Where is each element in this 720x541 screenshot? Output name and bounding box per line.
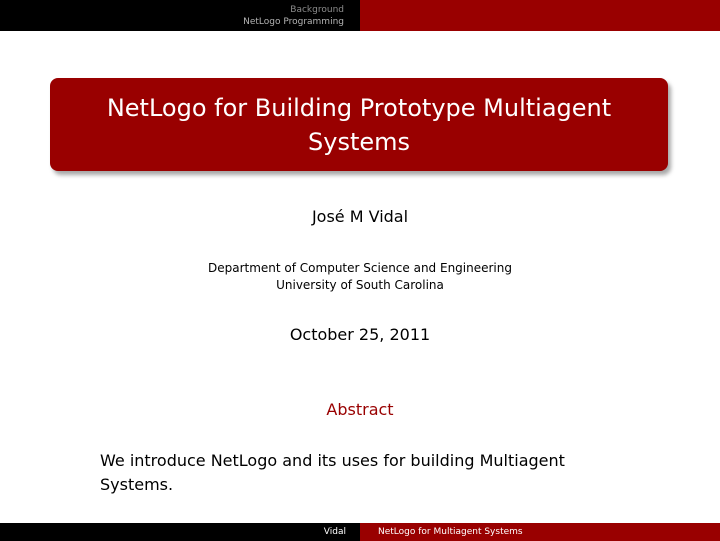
title-block (50, 78, 668, 171)
presentation-date: October 25, 2011 (289, 325, 431, 344)
abstract-body: We introduce NetLogo and its uses for building Multiagent Systems. (100, 451, 565, 494)
section-navigation (0, 0, 360, 31)
footer-author: Vidal (0, 523, 360, 541)
top-navigation-bar (0, 0, 720, 31)
author-name: José M Vidal (311, 207, 409, 226)
presentation-title: NetLogo for Building Prototype Multiagent Systems (106, 93, 612, 156)
institute (0, 260, 720, 294)
footer-short-title: NetLogo for Multiagent Systems (360, 523, 720, 541)
nav-section-background[interactable]: Background (290, 4, 344, 15)
institute-university: University of South Carolina (276, 278, 444, 292)
abstract-heading: Abstract (326, 400, 394, 419)
footer-bar (0, 523, 720, 541)
institute-department: Department of Computer Science and Engineering (207, 261, 512, 275)
top-bar-accent (360, 0, 720, 31)
nav-section-netlogo-programming[interactable]: NetLogo Programming (243, 16, 344, 27)
